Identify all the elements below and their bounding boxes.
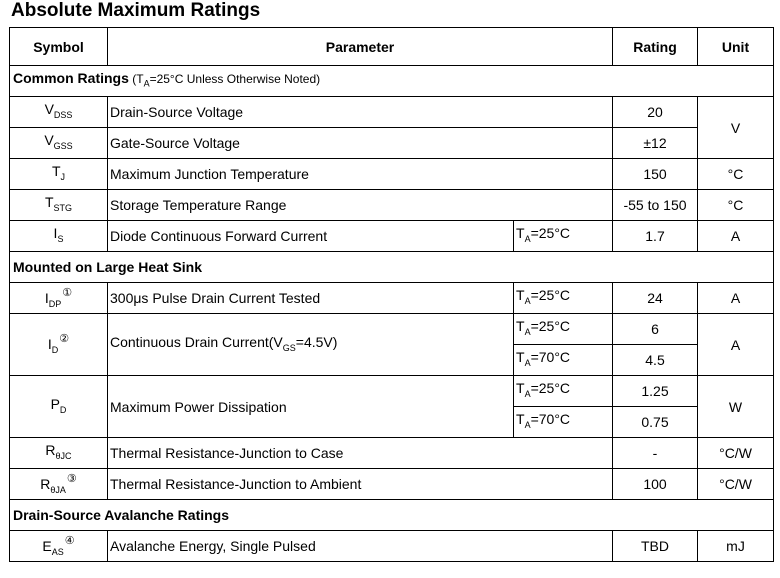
header-symbol: Symbol xyxy=(10,28,108,66)
parameter-cell: Drain-Source Voltage xyxy=(108,97,613,128)
unit-cell: °C/W xyxy=(698,438,774,469)
condition-cell: $T_A=70^\circ C$ xyxy=(514,345,613,376)
table-row xyxy=(10,438,774,469)
symbol-cell: $P_D$ xyxy=(10,376,108,438)
table-row xyxy=(10,314,774,345)
table-row xyxy=(10,283,774,314)
symbol-cell: $I_{DP}^①$ xyxy=(10,283,108,314)
unit-cell: W xyxy=(698,376,774,438)
unit-cell: °C xyxy=(698,159,774,190)
table-row xyxy=(10,531,774,562)
table-row xyxy=(10,128,774,159)
unit-cell: A xyxy=(698,221,774,252)
rating-cell: 1.7 xyxy=(613,221,698,252)
symbol-cell: $R_{\theta JC}$ xyxy=(10,438,108,469)
symbol-cell: $I_S$ xyxy=(10,221,108,252)
parameter-cell: 300μs Pulse Drain Current Tested xyxy=(108,283,514,314)
section-heatsink xyxy=(10,252,774,283)
symbol-cell: $T_J$ xyxy=(10,159,108,190)
rating-cell: -55 to 150 xyxy=(613,190,698,221)
rating-cell: ±12 xyxy=(613,128,698,159)
symbol-cell: $R_{\theta JA}^③$ xyxy=(10,469,108,500)
footnote-mark: ④ xyxy=(64,534,75,547)
unit-cell: A xyxy=(698,283,774,314)
condition-cell: $T_A=70^\circ C$ xyxy=(514,407,613,438)
unit-cell: mJ xyxy=(698,531,774,562)
symbol-cell: $V_{GSS}$ xyxy=(10,128,108,159)
parameter-cell: Thermal Resistance-Junction to Ambient xyxy=(108,469,613,500)
section-label: Common Ratings ($T_A=25^\circ C$ Unless Otherwise Noted) xyxy=(10,66,774,97)
footnote-mark: ① xyxy=(62,286,73,299)
unit-cell: °C/W xyxy=(698,469,774,500)
table-row xyxy=(10,376,774,407)
rating-cell: 0.75 xyxy=(613,407,698,438)
header-parameter: Parameter xyxy=(108,28,613,66)
parameter-cell: Storage Temperature Range xyxy=(108,190,613,221)
parameter-cell: Gate-Source Voltage xyxy=(108,128,613,159)
parameter-cell: Maximum Power Dissipation xyxy=(108,376,514,438)
table-row xyxy=(10,190,774,221)
page-title: Absolute Maximum Ratings xyxy=(11,0,261,21)
rating-cell: 150 xyxy=(613,159,698,190)
table-row xyxy=(10,97,774,128)
symbol-cell: $V_{DSS}$ xyxy=(10,97,108,128)
condition-cell: $T_A=25^\circ C$ xyxy=(514,376,613,407)
section-avalanche xyxy=(10,500,774,531)
condition-cell: $T_A=25^\circ C$ xyxy=(514,221,613,252)
section-common xyxy=(10,66,774,97)
symbol-cell: $E_{AS}^④$ xyxy=(10,531,108,562)
header-unit: Unit xyxy=(698,28,774,66)
footnote-mark: ③ xyxy=(66,472,77,485)
parameter-cell: Diode Continuous Forward Current xyxy=(108,221,514,252)
footnote-mark: ② xyxy=(59,333,70,346)
rating-cell: 4.5 xyxy=(613,345,698,376)
rating-cell: 1.25 xyxy=(613,376,698,407)
header-rating: Rating xyxy=(613,28,698,66)
rating-cell: TBD xyxy=(613,531,698,562)
rating-cell: 100 xyxy=(613,469,698,500)
table-row xyxy=(10,221,774,252)
table-row xyxy=(10,469,774,500)
condition-cell: $T_A=25^\circ C$ xyxy=(514,283,613,314)
parameter-cell: Continuous Drain $Current(V_{GS}=4.5V)$ xyxy=(108,314,514,376)
unit-cell: °C xyxy=(698,190,774,221)
section-label: Drain-Source Avalanche Ratings xyxy=(10,500,774,531)
ratings-table xyxy=(9,27,774,562)
section-label: Mounted on Large Heat Sink xyxy=(10,252,774,283)
rating-cell: 6 xyxy=(613,314,698,345)
table-row xyxy=(10,159,774,190)
unit-cell: V xyxy=(698,97,774,159)
parameter-cell: Maximum Junction Temperature xyxy=(108,159,613,190)
rating-cell: - xyxy=(613,438,698,469)
parameter-cell: Thermal Resistance-Junction to Case xyxy=(108,438,613,469)
symbol-cell: $I_D^②$ xyxy=(10,314,108,376)
parameter-cell: Avalanche Energy, Single Pulsed xyxy=(108,531,613,562)
header-row xyxy=(10,28,774,66)
condition-cell: $T_A=25^\circ C$ xyxy=(514,314,613,345)
unit-cell: A xyxy=(698,314,774,376)
rating-cell: 24 xyxy=(613,283,698,314)
symbol-cell: $T_{STG}$ xyxy=(10,190,108,221)
rating-cell: 20 xyxy=(613,97,698,128)
